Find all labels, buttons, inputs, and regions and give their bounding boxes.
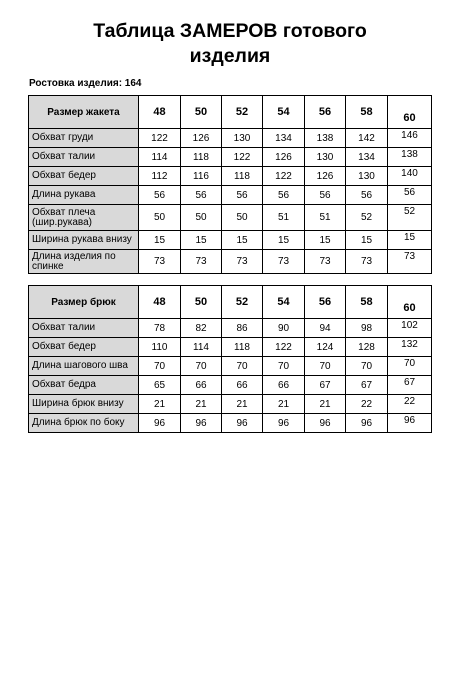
measurement-value: 22	[346, 395, 388, 414]
table-row	[29, 414, 432, 433]
measurement-value: 56	[346, 186, 388, 205]
size-column-header: 50	[181, 286, 222, 319]
measurement-value: 82	[181, 319, 222, 338]
measurement-value: 96	[181, 414, 222, 433]
measurement-value: 128	[346, 338, 388, 357]
measurement-value: 15	[305, 231, 346, 250]
measurement-value: 56	[388, 186, 432, 205]
measurement-value: 73	[222, 250, 263, 274]
trousers-header-label: Размер брюк	[29, 286, 139, 319]
measurement-value: 52	[346, 205, 388, 231]
measurement-value: 132	[388, 338, 432, 357]
measurement-value: 56	[222, 186, 263, 205]
measurement-value: 138	[388, 148, 432, 167]
measurement-value: 56	[139, 186, 181, 205]
table-row	[29, 231, 432, 250]
measurement-value: 96	[388, 414, 432, 433]
size-column-header: 58	[346, 96, 388, 129]
measurement-value: 15	[346, 231, 388, 250]
size-column-header: 54	[263, 96, 305, 129]
jacket-size-table	[28, 95, 432, 274]
measurement-value: 146	[388, 129, 432, 148]
measurement-value: 110	[139, 338, 181, 357]
measurement-label: Обхват талии	[29, 148, 139, 167]
measurement-label: Длина рукава	[29, 186, 139, 205]
measurement-value: 122	[139, 129, 181, 148]
jacket-header-row	[29, 96, 432, 129]
jacket-header-label: Размер жакета	[29, 96, 139, 129]
measurement-value: 118	[181, 148, 222, 167]
table-row	[29, 167, 432, 186]
size-column-header: 50	[181, 96, 222, 129]
measurement-value: 96	[305, 414, 346, 433]
table-row	[29, 205, 432, 231]
measurement-value: 70	[263, 357, 305, 376]
measurement-value: 102	[388, 319, 432, 338]
size-column-header: 58	[346, 286, 388, 319]
measurement-value: 138	[305, 129, 346, 148]
measurement-value: 73	[181, 250, 222, 274]
measurement-value: 116	[181, 167, 222, 186]
measurement-value: 134	[346, 148, 388, 167]
table-row	[29, 338, 432, 357]
measurement-value: 56	[305, 186, 346, 205]
size-column-header: 54	[263, 286, 305, 319]
table-row	[29, 129, 432, 148]
size-column-header: 60	[388, 286, 432, 319]
measurement-value: 70	[139, 357, 181, 376]
measurement-label: Ширина брюк внизу	[29, 395, 139, 414]
measurement-value: 15	[222, 231, 263, 250]
measurement-value: 56	[181, 186, 222, 205]
measurement-value: 21	[305, 395, 346, 414]
measurement-label: Длина шагового шва	[29, 357, 139, 376]
measurement-value: 22	[388, 395, 432, 414]
measurement-value: 73	[388, 250, 432, 274]
measurement-value: 96	[346, 414, 388, 433]
measurement-value: 21	[263, 395, 305, 414]
measurement-label: Обхват бедра	[29, 376, 139, 395]
table-row	[29, 186, 432, 205]
measurement-value: 73	[305, 250, 346, 274]
measurement-value: 56	[263, 186, 305, 205]
measurement-value: 67	[346, 376, 388, 395]
size-column-header: 52	[222, 286, 263, 319]
table-row	[29, 148, 432, 167]
measurement-value: 50	[222, 205, 263, 231]
measurement-value: 98	[346, 319, 388, 338]
measurement-value: 66	[181, 376, 222, 395]
size-column-header: 48	[139, 286, 181, 319]
measurement-value: 130	[346, 167, 388, 186]
measurement-value: 51	[263, 205, 305, 231]
measurement-value: 114	[181, 338, 222, 357]
measurement-value: 51	[305, 205, 346, 231]
measurement-label: Длина брюк по боку	[29, 414, 139, 433]
measurement-value: 118	[222, 167, 263, 186]
measurement-label: Длина изделия по спинке	[29, 250, 139, 274]
height-label: Ростовка изделия: 164	[29, 78, 142, 89]
trousers-header-row	[29, 286, 432, 319]
measurement-value: 114	[139, 148, 181, 167]
size-column-header: 52	[222, 96, 263, 129]
measurement-label: Обхват бедер	[29, 338, 139, 357]
measurement-value: 73	[139, 250, 181, 274]
table-row	[29, 376, 432, 395]
table-row	[29, 357, 432, 376]
measurement-value: 73	[263, 250, 305, 274]
measurement-value: 70	[222, 357, 263, 376]
measurement-value: 70	[181, 357, 222, 376]
measurement-value: 78	[139, 319, 181, 338]
measurement-value: 66	[222, 376, 263, 395]
measurement-value: 134	[263, 129, 305, 148]
measurement-value: 142	[346, 129, 388, 148]
trousers-size-table	[28, 285, 432, 433]
measurement-value: 50	[139, 205, 181, 231]
measurement-value: 21	[222, 395, 263, 414]
measurement-value: 21	[181, 395, 222, 414]
measurement-label: Ширина рукава внизу	[29, 231, 139, 250]
measurement-label: Обхват плеча (шир.рукава)	[29, 205, 139, 231]
measurement-value: 15	[263, 231, 305, 250]
measurement-label: Обхват талии	[29, 319, 139, 338]
title-line-1: Таблица ЗАМЕРОВ готового	[93, 20, 367, 42]
measurement-value: 122	[222, 148, 263, 167]
measurement-value: 126	[263, 148, 305, 167]
measurement-value: 70	[388, 357, 432, 376]
measurement-value: 21	[139, 395, 181, 414]
measurement-value: 118	[222, 338, 263, 357]
measurement-value: 122	[263, 167, 305, 186]
measurement-value: 90	[263, 319, 305, 338]
measurement-value: 67	[388, 376, 432, 395]
measurement-value: 126	[181, 129, 222, 148]
measurement-value: 140	[388, 167, 432, 186]
measurement-value: 126	[305, 167, 346, 186]
measurement-value: 70	[305, 357, 346, 376]
measurement-value: 67	[305, 376, 346, 395]
measurement-value: 66	[263, 376, 305, 395]
measurement-value: 112	[139, 167, 181, 186]
measurement-value: 65	[139, 376, 181, 395]
measurement-value: 130	[305, 148, 346, 167]
size-column-header: 56	[305, 286, 346, 319]
measurement-value: 52	[388, 205, 432, 231]
measurement-value: 15	[181, 231, 222, 250]
size-column-header: 48	[139, 96, 181, 129]
size-column-header: 56	[305, 96, 346, 129]
measurement-value: 86	[222, 319, 263, 338]
measurement-value: 122	[263, 338, 305, 357]
measurement-value: 70	[346, 357, 388, 376]
table-row	[29, 319, 432, 338]
table-row	[29, 395, 432, 414]
measurement-value: 73	[346, 250, 388, 274]
table-row	[29, 250, 432, 274]
measurement-value: 96	[222, 414, 263, 433]
measurement-value: 15	[139, 231, 181, 250]
measurement-value: 15	[388, 231, 432, 250]
measurement-value: 96	[263, 414, 305, 433]
measurement-label: Обхват груди	[29, 129, 139, 148]
size-column-header: 60	[388, 96, 432, 129]
measurement-value: 96	[139, 414, 181, 433]
measurement-label: Обхват бедер	[29, 167, 139, 186]
measurement-value: 94	[305, 319, 346, 338]
title-line-2: изделия	[189, 45, 271, 67]
page-title	[0, 19, 460, 69]
measurement-value: 50	[181, 205, 222, 231]
measurement-value: 124	[305, 338, 346, 357]
measurement-value: 130	[222, 129, 263, 148]
